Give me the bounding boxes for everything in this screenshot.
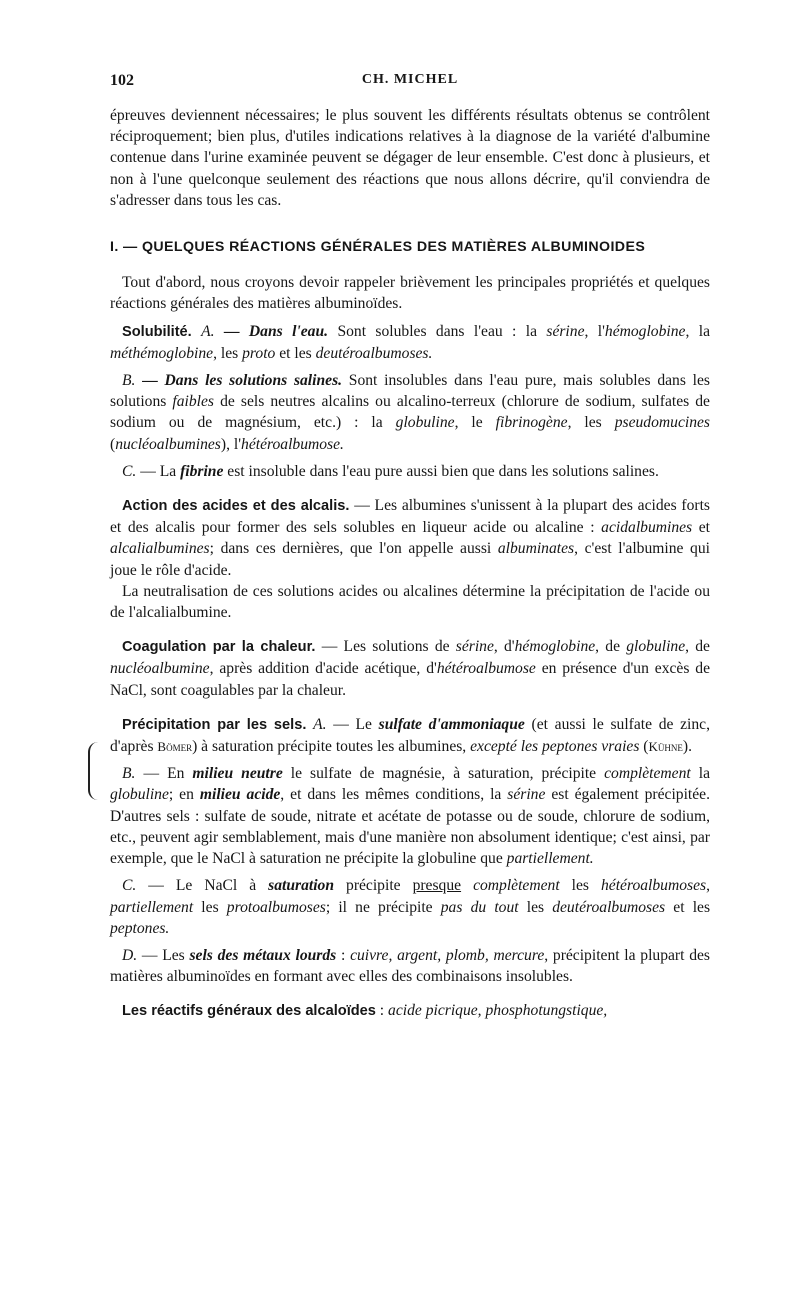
precipitation-b-letter: B. xyxy=(122,765,136,783)
text: : xyxy=(336,946,351,964)
term: hétéroalbumose xyxy=(436,660,536,678)
reactifs-paragraph xyxy=(110,1000,710,1022)
text: ( xyxy=(639,738,649,756)
term: sérine xyxy=(507,786,546,804)
text: la xyxy=(690,765,710,783)
solubilite-c-letter: C. xyxy=(122,462,137,480)
text: ; en xyxy=(168,786,200,804)
term: hétéroalbumose. xyxy=(241,435,344,453)
term: acide picrique, phosphotungstique, xyxy=(388,1002,608,1020)
term: partiellement xyxy=(110,898,194,916)
solubilite-b-subhead: — Dans les solutions salines. xyxy=(142,372,343,390)
text: ; dans ces dernières, que l'on appelle aussi xyxy=(209,540,498,558)
text: — Le NaCl à xyxy=(136,877,269,895)
text: Sont solubles dans l'eau : la xyxy=(337,322,547,340)
term: milieu neutre xyxy=(192,765,283,783)
term: globuline xyxy=(110,786,169,804)
precipitation-c-letter: C. xyxy=(122,877,137,895)
section-intro: Tout d'abord, nous croyons devoir rappeler brièvement les principales propriétés et quelques réactions générales des matières albuminoïdes. xyxy=(110,274,710,313)
text: ). xyxy=(682,738,692,756)
underlined-term: presque xyxy=(412,877,462,895)
action-neutral-paragraph: La neutralisation de ces solutions acides ou alcalines détermine la précipitation de l'acide ou de l'alcalialbumine. xyxy=(110,582,710,622)
text: , les xyxy=(213,344,243,362)
term: fibrine xyxy=(180,462,224,480)
text: est également précipitée. D'autres sels : sulfate de soude, nitrate et acétate de potasse ou de soude, chlorure de sodium, etc., peuvent agir semblablement, mais d'une manière non absolument identique; c'est ainsi, par exemple, que le NaCl à saturation ne précipite la globuline que xyxy=(110,786,710,868)
term: pas du tout xyxy=(440,898,519,916)
running-head: CH. MICHEL xyxy=(361,72,459,87)
term: milieu acide xyxy=(199,786,281,804)
text: les xyxy=(518,898,553,916)
action-paragraph xyxy=(110,495,710,581)
term: globuline xyxy=(395,414,455,432)
term: sulfate d'ammoniaque xyxy=(378,715,525,733)
term: proto xyxy=(242,344,276,362)
precipitation-a-paragraph xyxy=(110,714,710,757)
text: les xyxy=(193,898,227,916)
text: , après addition d'acide acétique, d' xyxy=(209,660,437,678)
page-number: 102 xyxy=(110,72,134,89)
text: ), l' xyxy=(220,435,242,453)
section-title: I. — QUELQUES RÉACTIONS GÉNÉRALES DES MATIÈRES ALBUMINOIDES xyxy=(110,239,646,256)
text: , précipitent la plupart des matières albuminoïdes en formant avec elles des combinaisons insolubles. xyxy=(110,946,710,986)
term: hémoglobine xyxy=(604,322,686,340)
term: cuivre, argent, plomb, mercure xyxy=(350,946,545,964)
text: (et aussi le sulfate de zinc, d'après xyxy=(110,715,711,756)
text: , de xyxy=(595,638,627,656)
text: les xyxy=(559,877,601,895)
text: ; il ne précipite xyxy=(325,898,441,916)
term: fibrinogène xyxy=(495,414,568,432)
term: faibles xyxy=(172,393,214,411)
text: , et dans les mêmes conditions, la xyxy=(280,786,508,804)
intro-paragraph: épreuves deviennent nécessaires; le plus souvent les différents résultats obtenus se contrôlent réciproquement; bien plus, d'utiles indications relatives à la diagnose de la variété d'albumine contenue dans l'urine examinée peuvent se dégager de leur ensemble. C'est donc à plusieurs, et non à l'une quelconque seulement des réactions que nous allons décrire, qu'il conviendra de s'adresser dans tous les cas. xyxy=(110,107,710,209)
precipitation-b-paragraph xyxy=(110,763,710,869)
text: le sulfate de magnésie, à saturation, précipite xyxy=(282,765,605,783)
term: alcalialbumines xyxy=(110,540,210,558)
solubilite-heading: Solubilité. xyxy=(122,323,192,340)
precipitation-d-letter: D. xyxy=(122,946,138,964)
text: — En xyxy=(135,765,193,783)
text: , le xyxy=(454,414,496,432)
text: , l' xyxy=(584,322,605,340)
text: — Le xyxy=(326,715,379,733)
text: : xyxy=(375,1002,389,1020)
term: sérine xyxy=(455,638,494,656)
text: , xyxy=(706,877,710,895)
term: acidalbumines xyxy=(601,519,693,537)
term: excepté les peptones vraies xyxy=(470,738,640,756)
text: et les xyxy=(665,898,711,916)
page-body xyxy=(110,105,710,1023)
term: albuminates xyxy=(497,540,575,558)
solubilite-a-subhead: — Dans l'eau. xyxy=(223,322,329,340)
term: hétéroalbumoses xyxy=(600,877,707,895)
text: Sont insolubles dans l'eau pure, mais solubles dans les solutions xyxy=(110,372,710,411)
text: et xyxy=(692,519,711,537)
text: ) à saturation précipite toutes les albumines, xyxy=(192,738,471,756)
text: — La xyxy=(140,462,181,480)
term: deutéroalbumoses. xyxy=(315,344,433,362)
solubilite-b-paragraph xyxy=(110,370,710,455)
term: sérine xyxy=(546,322,585,340)
term: complètement xyxy=(604,765,691,783)
coagulation-heading: Coagulation par la chaleur. xyxy=(122,639,316,656)
text: , les xyxy=(567,414,615,432)
text: , la xyxy=(685,322,710,340)
solubilite-c-paragraph xyxy=(110,461,710,482)
text: , de xyxy=(685,638,710,656)
text: ( xyxy=(110,435,116,453)
term: hémoglobine xyxy=(514,638,596,656)
solubilite-a-letter: A. xyxy=(201,322,215,340)
term: méthémoglobine xyxy=(110,344,214,362)
margin-bracket xyxy=(88,742,100,800)
text: — Les albumines s'unissent à la plupart des acides forts et des alcalis pour former des sels solubles en liqueur acide ou alcaline : xyxy=(110,497,710,537)
text: , c'est l'albumine qui joue le rôle d'acide. xyxy=(110,540,710,579)
text: , d' xyxy=(493,638,515,656)
solubilite-a-paragraph xyxy=(110,321,710,364)
text: de sels neutres alcalins ou alcalino-terreux (chlorure de sodium, sulfates de sodium ou de magnésium, etc.) : la xyxy=(110,393,710,432)
term: complètement xyxy=(473,877,560,895)
text: précipite xyxy=(334,877,413,895)
term: nucléoalbumines xyxy=(115,435,221,453)
term: protoalbumoses xyxy=(226,898,326,916)
term: nucléoalbumine xyxy=(110,660,210,678)
precipitation-a-letter: A. xyxy=(313,715,327,733)
text: et les xyxy=(275,344,316,362)
term: partiellement. xyxy=(506,850,594,868)
coagulation-paragraph xyxy=(110,636,710,701)
author-name: Kühne xyxy=(648,739,683,755)
term: globuline xyxy=(626,638,686,656)
term: deutéroalbumoses xyxy=(552,898,666,916)
precipitation-c-paragraph xyxy=(110,875,710,939)
text xyxy=(461,877,473,894)
solubilite-b-letter: B. xyxy=(122,372,136,390)
page-header xyxy=(110,72,710,96)
author-name: Bömer xyxy=(157,739,193,755)
precipitation-heading: Précipitation par les sels. xyxy=(122,716,307,733)
term: saturation xyxy=(268,877,335,895)
text: est insoluble dans l'eau pure aussi bien que dans les solutions salines. xyxy=(223,462,659,480)
text: en présence d'un excès de NaCl, sont coagulables par la chaleur. xyxy=(110,660,710,699)
reactifs-heading: Les réactifs généraux des alcaloïdes xyxy=(122,1003,376,1020)
term: pseudomucines xyxy=(614,414,710,432)
precipitation-d-paragraph xyxy=(110,945,710,987)
term: peptones. xyxy=(110,919,170,937)
text: — Les xyxy=(137,946,190,964)
text: — Les solutions de xyxy=(315,638,456,656)
term: sels des métaux lourds xyxy=(189,946,337,964)
action-heading: Action des acides et des alcalis. xyxy=(122,498,350,515)
